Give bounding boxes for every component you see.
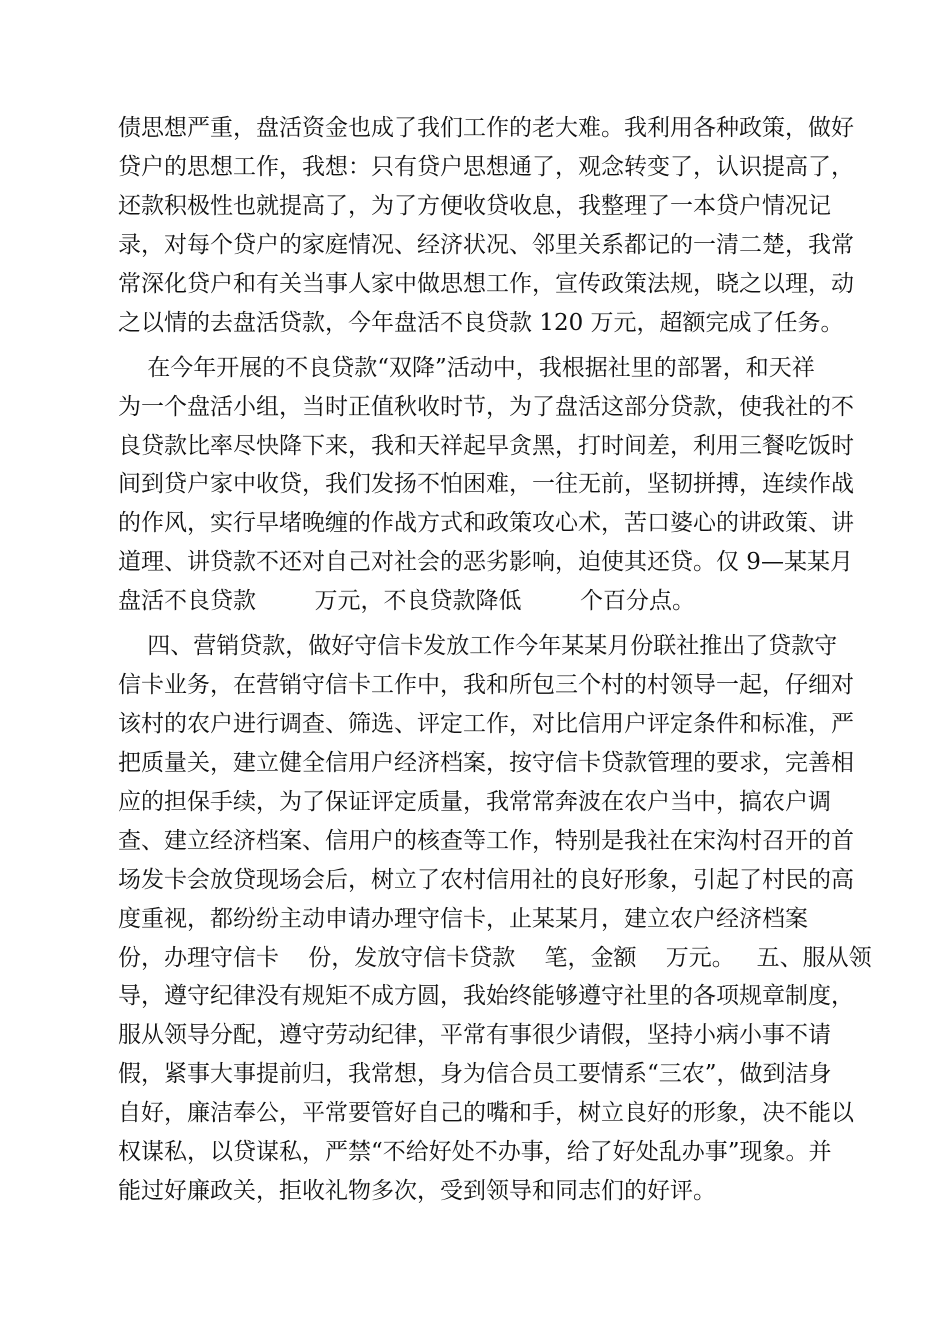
text-line: 查、建立经济档案、信用户的核查等工作，特别是我社在宋沟村召开的首 <box>118 828 854 854</box>
text-line: 权谋私，以贷谋私，严禁“不给好处不办事，给了好处乱办事”现象。并 <box>118 1139 832 1165</box>
text-line: 四、营销贷款，做好守信卡发放工作今年某某月份联社推出了贷款守 <box>118 633 838 659</box>
text-line: 之以情的去盘活贷款，今年盘活不良贷款 120 万元，超额完成了任务。 <box>118 310 844 336</box>
text-line: 场发卡会放贷现场会后，树立了农村信用社的良好形象，引起了村民的高 <box>118 867 854 893</box>
text-line: 的作风，实行早堵晚缠的作战方式和政策攻心术，苦口婆心的讲政策、讲 <box>118 510 854 536</box>
text-line: 在今年开展的不良贷款“双降”活动中，我根据社里的部署，和天祥 <box>118 355 815 381</box>
text-line: 贷户的思想工作，我想：只有贷户思想通了，观念转变了，认识提高了， <box>118 154 854 180</box>
text-line: 假，紧事大事提前归，我常想，身为信合员工要情系“三农”，做到洁身 <box>118 1061 832 1087</box>
text-line: 该村的农户进行调查、筛选、评定工作，对比信用户评定条件和标准，严 <box>118 711 854 737</box>
text-line: 度重视，都纷纷主动申请办理守信卡，止某某月，建立农户经济档案 <box>118 906 808 932</box>
text-line: 份，办理守信卡 份，发放守信卡贷款 笔，金额 万元。 五、服从领 <box>118 945 872 971</box>
text-line: 盘活不良贷款 万元，不良贷款降低 个百分点。 <box>118 588 695 614</box>
text-line: 道理、讲贷款不还对自己对社会的恶劣影响，迫使其还贷。仅 9—某某月 <box>118 549 853 575</box>
text-line: 把质量关，建立健全信用户经济档案，按守信卡贷款管理的要求，完善相 <box>118 750 854 776</box>
text-line: 导，遵守纪律没有规矩不成方圆，我始终能够遵守社里的各项规章制度， <box>118 983 854 1009</box>
text-line: 录，对每个贷户的家庭情况、经济状况、邻里关系都记的一清二楚，我常 <box>118 232 854 258</box>
text-line: 能过好廉政关，拒收礼物多次，受到领导和同志们的好评。 <box>118 1178 716 1204</box>
text-line: 还款积极性也就提高了，为了方便收贷收息，我整理了一本贷户情况记 <box>118 193 831 219</box>
text-line: 为一个盘活小组，当时正值秋收时节，为了盘活这部分贷款，使我社的不 <box>118 394 854 420</box>
text-line: 自好，廉洁奉公，平常要管好自己的嘴和手，树立良好的形象，决不能以 <box>118 1100 854 1126</box>
text-line: 常深化贷户和有关当事人家中做思想工作，宣传政策法规，晓之以理，动 <box>118 271 854 297</box>
text-line: 服从领导分配，遵守劳动纪律，平常有事很少请假，坚持小病小事不请 <box>118 1022 831 1048</box>
text-line: 应的担保手续，为了保证评定质量，我常常奔波在农户当中，搞农户调 <box>118 789 831 815</box>
text-line: 良贷款比率尽快降下来，我和天祥起早贪黑，打时间差，利用三餐吃饭时 <box>118 433 854 459</box>
text-line: 信卡业务，在营销守信卡工作中，我和所包三个村的村领导一起，仔细对 <box>118 672 854 698</box>
text-line: 债思想严重，盘活资金也成了我们工作的老大难。我利用各种政策，做好 <box>118 115 854 141</box>
text-line: 间到贷户家中收贷，我们发扬不怕困难，一往无前，坚韧拼搏，连续作战 <box>118 471 854 497</box>
